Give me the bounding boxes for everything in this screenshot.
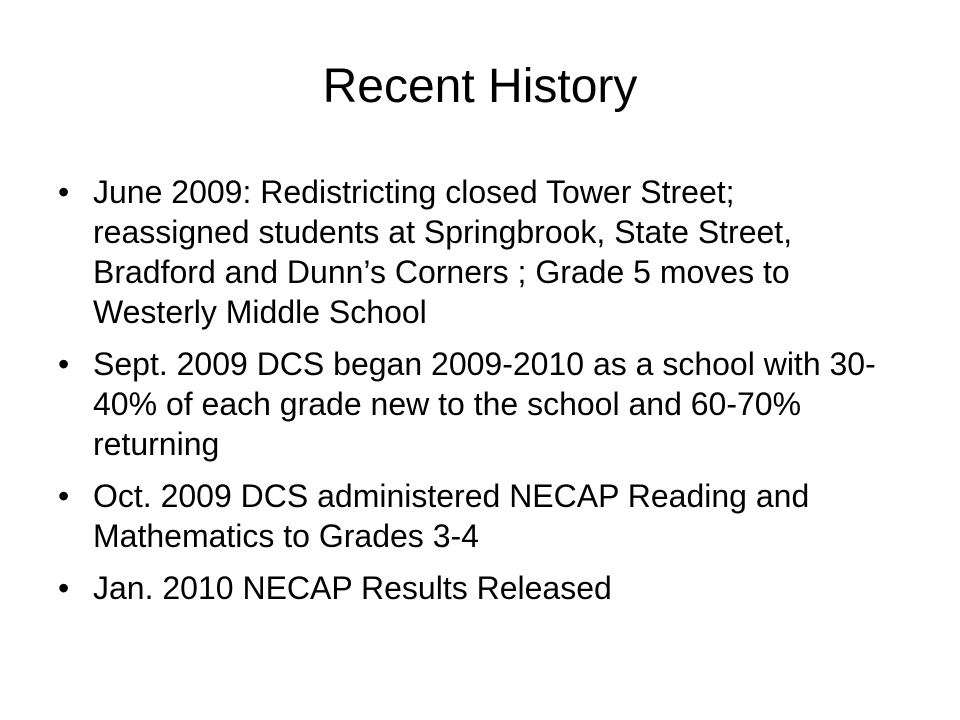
bullet-text: Sept. 2009 DCS began 2009-2010 as a school with 30-40% of each grade new to the school and 60-70% returning [93, 346, 876, 462]
bullet-list [58, 172, 878, 620]
bullet-text: Oct. 2009 DCS administered NECAP Reading and Mathematics to Grades 3-4 [93, 478, 810, 554]
bullet-marker: • [58, 174, 70, 210]
bullet-text: June 2009: Redistricting closed Tower Street; reassigned students at Springbrook, State Street, Bradford and Dunn’s Corners ; Grade 5 moves to Westerly Middle School [93, 174, 793, 330]
bullet-marker: • [58, 570, 70, 606]
bullet-item [58, 568, 878, 608]
bullet-item [58, 172, 878, 332]
bullet-marker: • [58, 478, 70, 514]
bullet-item [58, 476, 878, 556]
bullet-text: Jan. 2010 NECAP Results Released [93, 570, 612, 606]
bullet-marker: • [58, 346, 70, 382]
slide-title: Recent History [322, 60, 638, 113]
bullet-item [58, 344, 878, 464]
